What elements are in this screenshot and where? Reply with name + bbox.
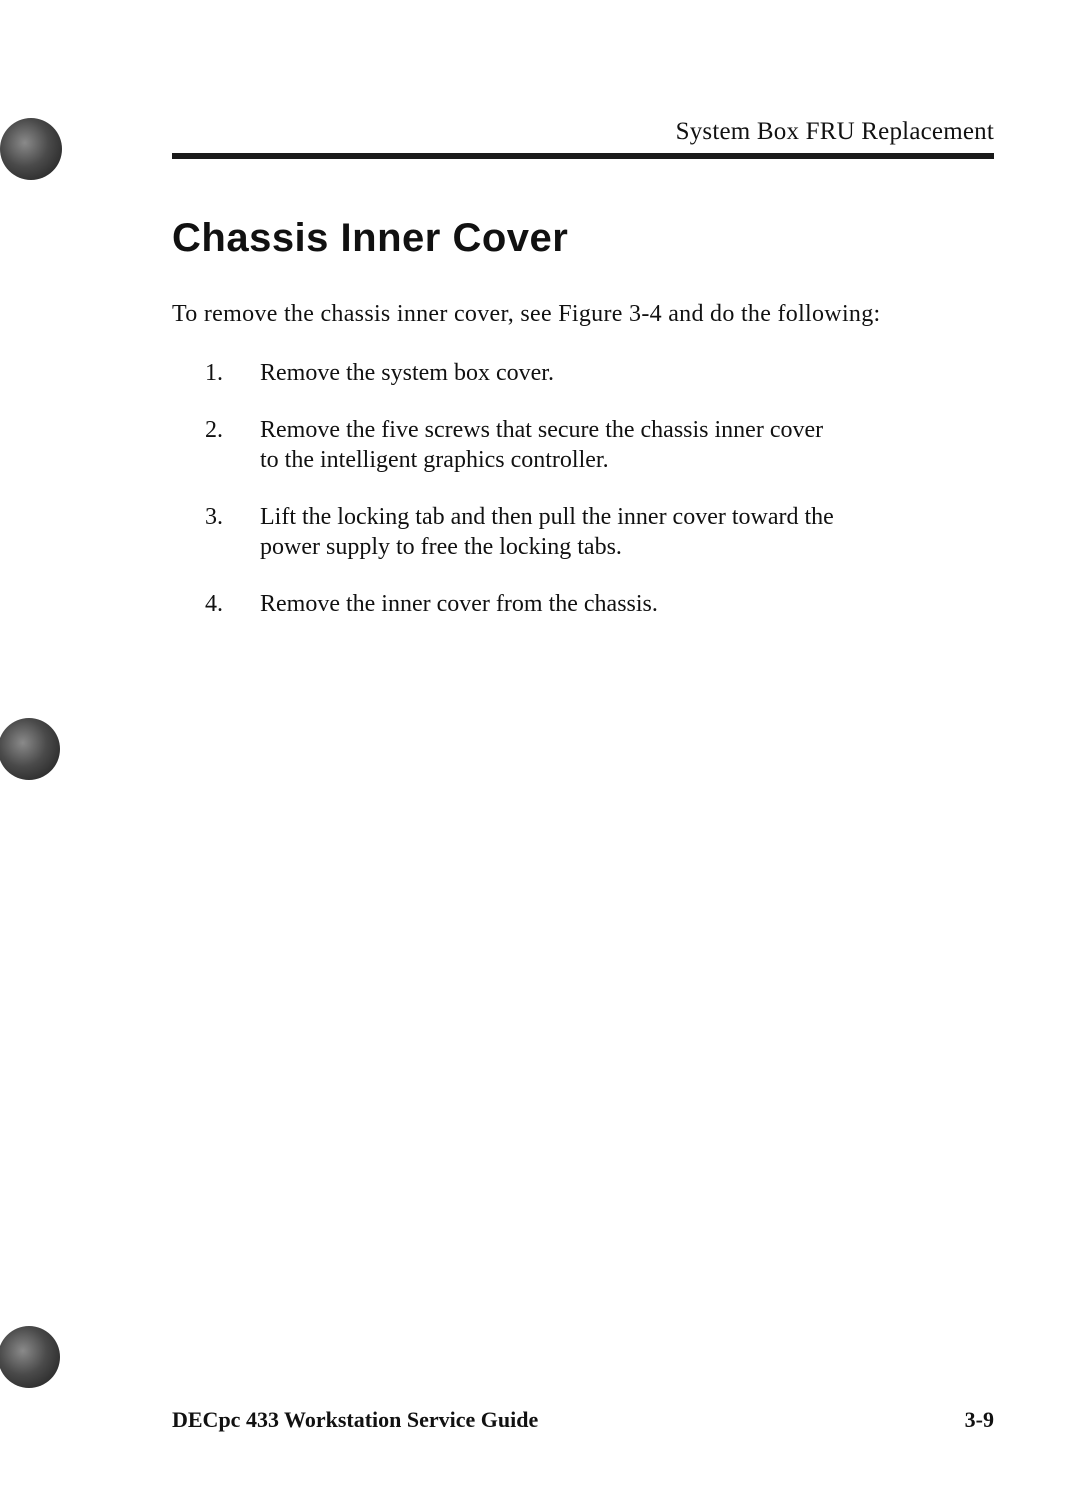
- list-item: [205, 358, 845, 388]
- step-text: Remove the five screws that secure the chassis inner cover to the intelligent graphics controller.: [260, 417, 824, 473]
- binder-hole: [0, 1326, 60, 1388]
- step-number: 1.: [205, 360, 223, 386]
- running-header: System Box FRU Replacement: [675, 118, 994, 145]
- list-item: [205, 502, 845, 562]
- intro-paragraph: To remove the chassis inner cover, see Figure 3-4 and do the following:: [172, 301, 881, 327]
- footer-book-title: DECpc 433 Workstation Service Guide: [172, 1407, 539, 1432]
- step-text: Remove the system box cover.: [260, 360, 554, 386]
- footer-page-number: 3-9: [964, 1407, 994, 1432]
- list-item: [205, 415, 845, 475]
- list-item: [205, 589, 845, 619]
- header-rule: [172, 153, 994, 159]
- binder-hole: [0, 118, 62, 180]
- section-title: Chassis Inner Cover: [172, 216, 569, 260]
- binder-hole: [0, 718, 60, 780]
- steps-list: [205, 358, 845, 646]
- step-number: 4.: [205, 591, 223, 617]
- step-text: Lift the locking tab and then pull the inner cover toward the power supply to free the locking tabs.: [260, 504, 834, 560]
- step-number: 2.: [205, 417, 223, 443]
- step-text: Remove the inner cover from the chassis.: [260, 591, 658, 617]
- step-number: 3.: [205, 504, 223, 530]
